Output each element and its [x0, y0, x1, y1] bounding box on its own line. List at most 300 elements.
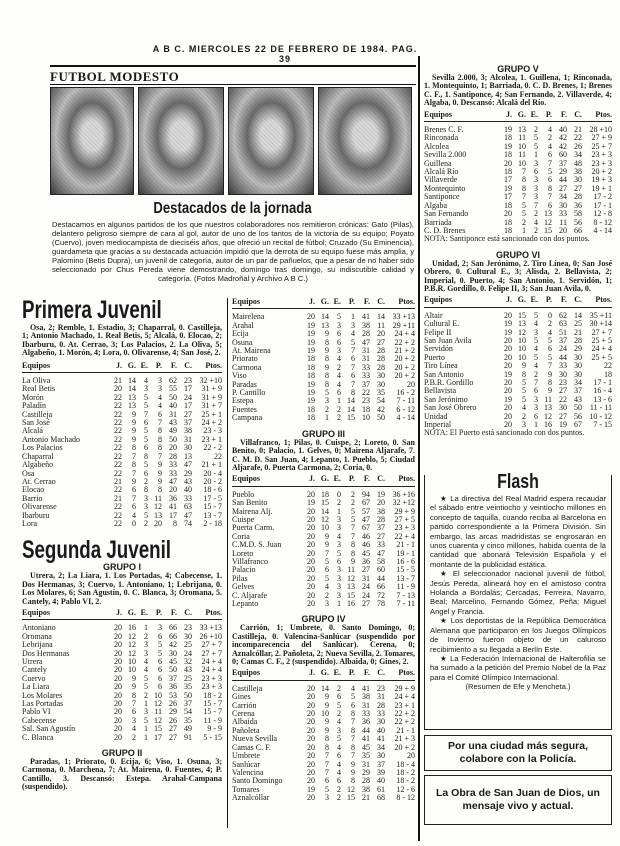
stat-cell: 6 — [337, 692, 341, 702]
stat-cell: 6 — [144, 468, 148, 478]
stat-cell: 0 — [548, 310, 552, 320]
team-name: P. Cantillo — [232, 389, 266, 398]
stat-cell: 19 — [504, 183, 512, 193]
stat-cell: 4 — [534, 344, 538, 354]
table-row — [22, 666, 222, 674]
stat-cell: 2 — [351, 498, 355, 508]
table-row — [22, 461, 222, 469]
stat-cell: 37 — [169, 673, 177, 683]
stat-cell: 8 — [132, 443, 136, 453]
stat-cell: 39 — [377, 767, 385, 777]
stat-cell: 4 — [144, 376, 148, 386]
stat-cell: 17 — [504, 175, 512, 185]
stat-cell: 11 — [154, 707, 162, 717]
table-row — [232, 524, 415, 532]
team-name: Aznalcóllar — [232, 794, 270, 803]
stat-cell: 48 — [574, 158, 582, 168]
table-header — [232, 475, 415, 486]
stat-cell: 21 — [114, 476, 122, 486]
stat-cell: 32 +12 — [392, 498, 415, 508]
table-row — [232, 718, 415, 726]
stat-cell: 30 — [559, 403, 567, 413]
stat-cell: 13 — [347, 582, 355, 592]
stat-cell: 4 — [158, 392, 162, 402]
stat-cell: 15 — [347, 590, 355, 600]
stat-cell: F. — [170, 607, 177, 617]
stat-cell: 4 — [534, 361, 538, 371]
stat-cell: 23 — [184, 623, 192, 633]
stat-cell: 10 — [518, 158, 526, 168]
standings-table — [232, 298, 415, 423]
stat-cell: 1 — [337, 396, 341, 406]
team-name: Utrera — [22, 658, 43, 666]
stat-cell: 17 — [154, 732, 162, 742]
stat-cell: 30 — [377, 751, 385, 761]
stat-cell: 6 — [351, 700, 355, 710]
stat-cell: 19 - 1 — [396, 548, 415, 558]
stat-cell: 27 — [377, 531, 385, 541]
stat-cell: 20 — [307, 776, 315, 786]
team-name: Lora — [22, 519, 38, 528]
stat-cell: 7 — [325, 751, 329, 761]
stat-cell: 32 — [184, 657, 192, 666]
table-row — [232, 330, 415, 338]
stat-cell: 8 — [351, 388, 355, 398]
team-name: Algabeño — [22, 461, 54, 470]
team-name: Coria — [232, 532, 250, 541]
flash-item: ★ Los deportistas de la República Democrática Alemana que participaron en los Juegos Olímpicos de Invierno fueron objeto de un caluroso recibimiento a su llegada a Berlín Este. — [430, 616, 606, 654]
stat-cell: 19 — [307, 346, 315, 356]
stat-cell: 27 — [362, 599, 370, 608]
note-text: NOTA: El Puerto está sancionado con dos puntos. — [424, 428, 585, 438]
stat-cell: 20 — [114, 682, 122, 692]
middle-column — [232, 298, 415, 803]
stat-cell: 19 + 1 — [591, 183, 612, 193]
stat-cell: 61 — [377, 784, 385, 794]
stat-cell: Ptos. — [595, 295, 612, 305]
stat-cell: 17 - 5 — [203, 493, 222, 503]
stat-cell: 4 — [337, 759, 341, 769]
stat-cell: 17 — [184, 384, 192, 394]
table-row — [424, 210, 612, 218]
stat-cell: Ptos. — [595, 109, 612, 119]
stat-cell: 20 — [307, 692, 315, 702]
stat-cell: 44 — [377, 573, 385, 583]
stat-cell: 6 — [351, 371, 355, 381]
stat-cell: 20 — [307, 565, 315, 575]
stat-cell: 21 — [574, 125, 582, 135]
stat-cell: 6 — [337, 556, 341, 566]
stat-cell: 3 — [158, 623, 162, 633]
san-juan-de-dios-ad: La Obra de San Juan de Dios, un mensaje vivo y actual. — [424, 775, 612, 825]
stat-cell: 1 — [144, 732, 148, 742]
team-name: Fuentes — [232, 405, 257, 414]
stat-cell: 33 — [169, 468, 177, 478]
stat-cell: 6 — [337, 776, 341, 786]
table-row — [22, 717, 222, 725]
stat-cell: 91 — [184, 732, 192, 742]
stat-cell: 9 — [132, 682, 136, 692]
team-name: Mairena Alj. — [232, 507, 273, 516]
stat-cell: 22 — [114, 510, 122, 520]
stat-cell: 28 — [377, 514, 385, 524]
stat-cell: 8 — [351, 776, 355, 786]
stat-cell: 47 — [169, 476, 177, 486]
stat-cell: 7 — [325, 548, 329, 558]
stat-cell: 20 — [154, 518, 162, 528]
stat-cell: 5 — [351, 337, 355, 347]
stat-cell: 19 — [307, 337, 315, 347]
stat-cell: 19 — [307, 784, 315, 794]
table-row — [22, 675, 222, 683]
stat-cell: 14 — [377, 312, 385, 322]
stat-cell: 12 — [518, 327, 526, 337]
team-name: San Juan Avila — [424, 336, 472, 345]
stat-cell: 8 — [522, 183, 526, 193]
team-name: Estepa — [232, 397, 254, 406]
stat-cell: 6 — [132, 707, 136, 717]
table-header — [22, 362, 222, 373]
stat-cell: 17 — [504, 192, 512, 202]
stat-cell: 7 — [132, 451, 136, 461]
stat-cell: 20 + 2 — [394, 362, 415, 372]
stat-cell: 21 — [574, 327, 582, 337]
stat-cell: 4 — [351, 329, 355, 339]
stat-cell: 27 — [169, 724, 177, 734]
team-name: C. D. Brenes — [424, 226, 466, 235]
stat-cell: 9 — [132, 673, 136, 683]
stat-cell: 66 — [169, 623, 177, 633]
stat-cell: 30 — [559, 200, 567, 210]
stat-cell: 5 — [522, 386, 526, 396]
stat-cell: Ptos. — [205, 607, 222, 617]
stat-cell: 15 — [154, 724, 162, 734]
stat-cell: 19 — [504, 125, 512, 135]
stat-cell: 27 — [169, 732, 177, 742]
stat-cell: 16 — [347, 599, 355, 608]
team-name: Real Betis — [22, 385, 56, 394]
stat-cell: 2 — [548, 319, 552, 329]
stat-cell: 8 — [158, 485, 162, 495]
team-name: Equipos — [232, 475, 261, 484]
stat-cell: 20 + 2 — [394, 354, 415, 364]
stat-cell: 9 — [325, 725, 329, 735]
stat-cell: 67 — [362, 523, 370, 533]
stat-cell: 1 — [144, 724, 148, 734]
stat-cell: 20 — [307, 683, 315, 693]
stat-cell: 7 — [534, 200, 538, 210]
team-name: Sal. San Agustín — [22, 725, 76, 734]
stat-cell: 3 — [144, 640, 148, 650]
stat-cell: 20 — [559, 225, 567, 235]
stat-cell: 22 — [114, 426, 122, 436]
stat-cell: 37 — [377, 523, 385, 533]
stat-cell: 4 — [548, 125, 552, 135]
stat-cell: 6 — [144, 418, 148, 428]
stat-cell: 20 — [504, 158, 512, 168]
primera-juvenil-title: Primera Juvenil — [22, 296, 162, 324]
stat-cell: 9 — [325, 362, 329, 372]
stat-cell: 43 — [184, 665, 192, 675]
table-row — [424, 176, 612, 184]
stat-cell: 20 — [504, 352, 512, 362]
stat-cell: 31 — [377, 692, 385, 702]
stat-cell: 5 — [144, 673, 148, 683]
column-divider — [227, 298, 228, 828]
table-row — [232, 769, 415, 777]
stat-cell: 5 — [144, 434, 148, 444]
stat-cell: 2 — [534, 125, 538, 135]
left-column — [22, 296, 222, 792]
stat-cell: 20 — [307, 540, 315, 550]
stat-cell: 6 — [158, 631, 162, 641]
stat-cell: 17 — [184, 401, 192, 411]
section-title: FUTBOL MODESTO — [50, 69, 180, 84]
stat-cell: 74 — [184, 518, 192, 528]
stat-cell: 31 — [362, 759, 370, 769]
stat-cell: 20 — [504, 411, 512, 421]
stat-cell: J. — [309, 297, 315, 306]
stat-cell: 5 — [534, 310, 538, 320]
stat-cell: 20 — [114, 648, 122, 658]
stat-cell: 20 — [377, 498, 385, 508]
stat-cell: 1 — [144, 623, 148, 633]
stat-cell: 25 — [184, 673, 192, 683]
stat-cell: 6 - 12 — [396, 404, 415, 414]
stat-cell: 22 — [604, 361, 612, 371]
stat-cell: 19 — [559, 420, 567, 430]
stat-cell: 14 — [321, 506, 329, 516]
stat-cell: 9 — [132, 409, 136, 419]
stat-cell: 36 — [362, 717, 370, 727]
stat-cell: 15 — [321, 498, 329, 508]
stat-cell: 33 — [169, 460, 177, 470]
stat-cell: 21 + 3 — [394, 734, 415, 744]
stat-cell: 11 - 11 — [589, 403, 612, 413]
stat-cell: 9 — [548, 369, 552, 379]
table-row — [232, 372, 415, 380]
stat-cell: 23 — [377, 683, 385, 693]
stat-cell: 20 + 2 — [591, 167, 612, 177]
team-name: Santo Domingo — [232, 777, 283, 786]
stat-cell: 13 — [128, 401, 136, 411]
stat-cell: 6 — [351, 354, 355, 364]
stat-cell: 11 — [347, 565, 355, 575]
stat-cell: 14 — [574, 310, 582, 320]
team-name: Carrión — [232, 701, 257, 710]
stat-cell: 3 — [337, 582, 341, 592]
team-name: Rinconada — [424, 134, 459, 143]
player-photo — [318, 87, 412, 195]
stat-cell: 20 — [307, 742, 315, 752]
stat-cell: 20 — [307, 548, 315, 558]
stat-cell: P. — [348, 474, 355, 484]
table-row — [232, 364, 415, 372]
stat-cell: 40 — [169, 401, 177, 411]
stat-cell: 25 + 5 — [591, 335, 612, 345]
stat-cell: 5 — [337, 548, 341, 558]
stat-cell: 1 — [534, 420, 538, 430]
stat-cell: 5 — [144, 715, 148, 725]
stat-cell: 9 — [158, 468, 162, 478]
team-name: Alcalá Río — [424, 168, 459, 177]
stat-cell: 17 - 1 — [593, 200, 612, 210]
team-name: Mairelena — [232, 313, 265, 322]
table-row — [424, 193, 612, 201]
stat-cell: 11 — [377, 320, 385, 330]
stat-cell: 40 — [559, 125, 567, 135]
team-name: Barrio — [22, 494, 43, 503]
stat-cell: 54 — [377, 396, 385, 406]
stat-cell: 41 — [169, 502, 177, 512]
stat-cell: 38 — [362, 692, 370, 702]
flash-item: ★ La directiva del Real Madrid espera recaudar el sábado entre veintiocho y veintiocho millones en concepto de taquilla, cuando reciba al Barcelona en partido correspondiente a la Primera División. Sin embargo, las arcas madridistas se engrosarán en unos cuarenta y cinco millones, habida cuenta de la cantidad que abonará Televisión Española y el montante de la publicidad estática. — [430, 494, 606, 569]
table-row — [424, 387, 612, 395]
stat-cell: 3 — [534, 403, 538, 413]
stat-cell: 47 — [362, 337, 370, 347]
stat-cell: 36 — [574, 200, 582, 210]
table-row — [22, 470, 222, 478]
stat-cell: 37 — [559, 335, 567, 345]
stat-cell: 2 — [144, 690, 148, 700]
table-row — [232, 322, 415, 330]
team-name: Antonio Machado — [22, 435, 80, 444]
stat-cell: 9 — [325, 531, 329, 541]
stat-cell: 3 — [337, 540, 341, 550]
stat-cell: 18 - 2 — [396, 776, 415, 786]
stat-cell: 6 — [337, 337, 341, 347]
stat-cell: 24 — [184, 392, 192, 402]
stat-cell: 20 — [307, 793, 315, 803]
stat-cell: 20 — [114, 657, 122, 666]
stat-cell: 66 — [377, 582, 385, 592]
stat-cell: 10 — [321, 709, 329, 719]
stat-cell: 9 — [132, 476, 136, 486]
stat-cell: 0 — [337, 489, 341, 499]
group-title: GRUPO II — [101, 748, 143, 759]
stat-cell: 3 — [337, 590, 341, 600]
stat-cell: 60 — [377, 565, 385, 575]
table-header — [424, 296, 612, 307]
stat-cell: 5 — [144, 460, 148, 470]
stat-cell: 66 — [169, 631, 177, 641]
stat-cell: 7 — [158, 451, 162, 461]
stat-cell: 5 — [325, 573, 329, 583]
team-name: Palacio — [232, 566, 256, 575]
stat-cell: 13 — [518, 125, 526, 135]
team-name: Dos Hermanas — [22, 649, 70, 658]
stat-cell: G. — [320, 474, 329, 484]
stat-cell: 7 — [132, 699, 136, 709]
stat-cell: 5 — [144, 510, 148, 520]
stat-cell: 6 — [337, 329, 341, 339]
stat-cell: 12 — [128, 648, 136, 658]
stat-cell: 23 + 3 — [591, 150, 612, 160]
stat-cell: 20 — [307, 767, 315, 777]
stat-cell: 20 — [114, 384, 122, 394]
stat-cell: 27 + 5 — [394, 514, 415, 524]
stat-cell: 5 — [548, 167, 552, 177]
stat-cell: 3 — [337, 523, 341, 533]
stat-cell: 42 — [169, 640, 177, 650]
stat-cell: 2 — [132, 732, 136, 742]
stat-cell: 12 — [154, 715, 162, 725]
stat-cell: 22 + 2 — [394, 717, 415, 727]
table-row — [232, 406, 415, 414]
team-name: San José Obrero — [424, 404, 477, 413]
table-header — [232, 298, 415, 309]
stat-cell: 8 — [173, 518, 177, 528]
stat-cell: 0 — [132, 518, 136, 528]
stat-cell: 28 +10 — [589, 125, 612, 135]
stat-cell: 5 — [325, 388, 329, 398]
stat-cell: 9 — [158, 460, 162, 470]
stat-cell: 7 — [522, 192, 526, 202]
team-name: Campana — [232, 414, 263, 423]
stat-cell: 20 — [307, 523, 315, 533]
stat-cell: 35 — [184, 682, 192, 692]
stat-cell: F. — [363, 474, 370, 484]
stat-cell: 34 — [574, 378, 582, 387]
stat-cell: 35 — [377, 388, 385, 398]
player-photo — [50, 87, 134, 195]
stat-cell: 18 — [307, 362, 315, 372]
stat-cell: 8 — [351, 540, 355, 550]
team-name: Gelves — [232, 583, 255, 592]
team-name: Olivarense — [22, 503, 57, 512]
stat-cell: 22 — [114, 485, 122, 495]
stat-cell: 24 — [559, 344, 567, 354]
stat-cell: 22 — [114, 443, 122, 453]
stat-cell: 2 — [534, 209, 538, 219]
stat-cell: 35 — [184, 715, 192, 725]
stat-cell: 2 — [522, 411, 526, 421]
stat-cell: 3 — [132, 715, 136, 725]
stat-cell: 3 — [534, 327, 538, 337]
stat-cell: 12 — [321, 514, 329, 524]
stat-cell: 35 — [362, 751, 370, 761]
stat-cell: 37 — [559, 158, 567, 168]
stat-cell: 34 — [574, 150, 582, 160]
stat-cell: 33 — [184, 493, 192, 503]
stat-cell: 47 — [184, 460, 192, 470]
stat-cell: 2 — [337, 404, 341, 414]
stat-cell: 13 - 7 — [396, 573, 415, 583]
stat-cell: 33 — [559, 361, 567, 371]
stat-cell: 30 — [559, 369, 567, 379]
stat-cell: 20 — [307, 556, 315, 566]
stat-cell: 30 — [377, 371, 385, 381]
stat-cell: 29 + 9 — [394, 683, 415, 693]
table-row — [424, 354, 612, 362]
stat-cell: 20 — [504, 310, 512, 320]
stat-cell: 2 — [337, 683, 341, 693]
stat-cell: 30 +14 — [589, 319, 612, 329]
stat-cell: 22 — [114, 409, 122, 419]
stat-cell: 1 — [534, 150, 538, 160]
stat-cell: 27 — [559, 411, 567, 421]
stat-cell: F. — [363, 668, 370, 678]
stat-cell: 27 — [559, 183, 567, 193]
stat-cell: 45 — [362, 548, 370, 558]
team-name: Equipos — [22, 608, 51, 617]
flash-box — [424, 471, 612, 730]
results-text: Paradas, 1; Priorato, 0. Ecija, 6; Viso, 1. Osuna, 3; Carmona, 0. Marchena, 7; At. Mairena, 0. Fuentes, 4; P. Cantillo, 3. Descansó: Estepa. Arahal-Campana (suspendido). — [22, 757, 222, 792]
stat-cell: 3 — [337, 346, 341, 356]
stat-cell: 3 — [144, 648, 148, 658]
table-row — [232, 558, 415, 566]
stat-cell: 19 — [307, 498, 315, 508]
